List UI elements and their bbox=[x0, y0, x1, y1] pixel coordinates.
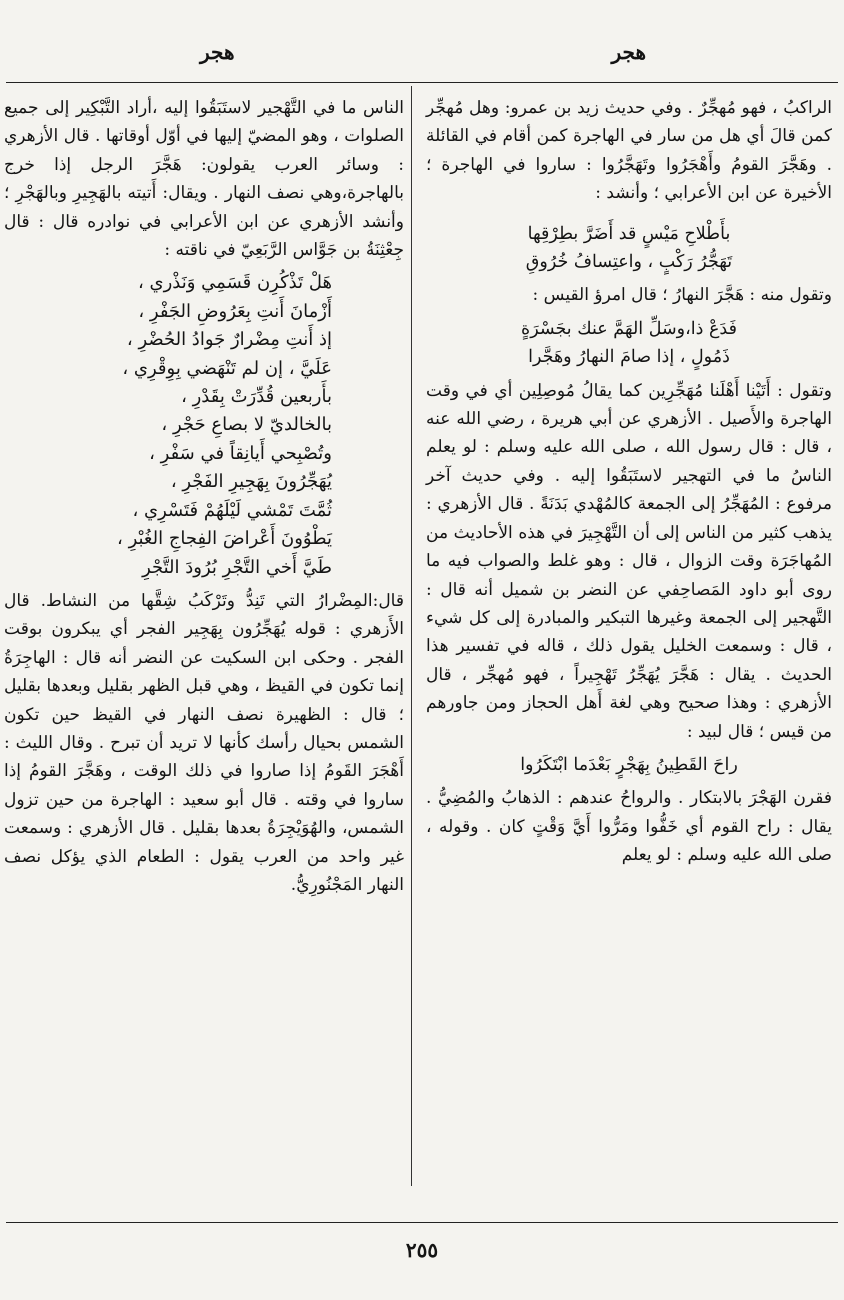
verse-line: بأَربعين قُدِّرَتْ بِقَدْرِ ، bbox=[181, 386, 332, 408]
paragraph: فقرن الهَجْرَ بالابتكار . والرواحُ عندهم : الذهابُ والمُضِيُّ . يقال : راح القوم أي خَفُّوا ومَرُّوا أَيَّ وَقْتٍ كان . وقوله ، صلى الله عليه وسلم : لو يعلم bbox=[426, 788, 832, 866]
verse-line: بالخالديّ لا بصاعِ حَجْرِ ، bbox=[161, 414, 332, 436]
verse-line: يُهَجِّرُونَ بِهَجِيرِ الفَجْرِ ، bbox=[170, 471, 332, 493]
verse-line: هَلْ تَذْكُرِن قَسَمِي وَنَذْري ، bbox=[137, 272, 332, 294]
paragraph: الناس ما في التَّهْجير لاستَبَقُوا إليه ،أراد التَّبْكِير إلى جميع الصلوات ، وهو المضيّ إليها في أوّل أوقاتها . قال الأزهري : وسائر العرب يقولون: هَجَّرَ الرجل إذا خرج بالهاجرة،وهي نصف النهار . ويقال: أَتيته بالهَجِيرِ وبالهَجْرِ ؛ وأنشد الأزهري عن ابن الأعرابي في نوادره قال : قال جِعْثِنَةُ بن جَوَّاس الرَّبَعِيّ في ناقته : bbox=[4, 98, 404, 261]
paragraph: قال:المِضْرارُ التي تَنِدُّ وتَرْكَبُ شِقَّها من النشاط. قال الأَزهري : قوله يُهَجِّرُون بِهَجِير الفجر أي يبكرون بوقت الفجر . وحكى ابن السكيت عن النضر أنه قال : الهاجِرَةُ إنما تكون في القيظ ، وهي قبل الظهر بقليل وبعدها بقليل ؛ قال : الظهيرة نصف النهار في القيظ حين تكون الشمس بحيال رأسك كأنها لا تريد أن تبرح . وقال الليث : أَهْجَرَ القَومُ إذا صاروا في ذلك الوقت ، وهَجَّرَ القومُ إذا ساروا في وقته . قال أبو سعيد : الهاجرة من حين تزول الشمس، والهُوَيْجِرَةُ بعدها بقليل . قال الأزهري : وسمعت غير واحد من العرب يقول : الطعام الذي يؤكل نصف النهار المَجْنُورِيُّ. bbox=[4, 590, 404, 895]
paragraph: وتقول منه : هَجَّرَ النهارُ ؛ قال امرؤ القيس : bbox=[532, 285, 832, 306]
verse-line: طَيَّ أَخي التَّجْرِ بُرُودَ التَّجْرِ bbox=[142, 556, 332, 578]
column-divider bbox=[411, 86, 412, 1186]
verse-line: راحَ القَطِينُ بِهَجْرٍ بَعْدَما ابْتَكَرُوا bbox=[520, 754, 738, 775]
verse-line: بأَطْلاحِ مَيْسٍ قد أَضَرَّ بطِرْقِها bbox=[527, 223, 731, 244]
left-column bbox=[4, 94, 404, 899]
right-column bbox=[426, 94, 832, 870]
verse-line: تَهَجُّرُ رَكْبٍ ، واعتِسافُ خُرُوقِ bbox=[525, 252, 733, 273]
header-rule bbox=[6, 82, 838, 83]
footer-rule bbox=[6, 1222, 838, 1223]
verse-line: يَطْوُونَ أَعْراضَ الفِجاجِ الغُبْرِ ، bbox=[117, 528, 332, 550]
verse-line: إذ أَنتِ مِضْرارٌ جَوادُ الحُضْرِ ، bbox=[126, 329, 332, 351]
verse-line: فَدَعْ ذا،وسَلِّ الهَمَّ عنك بجَسْرَةٍ bbox=[521, 318, 737, 339]
verse-line: ثُمَّتَ تَمْشي لَيْلَهُمْ فَتَسْرِي ، bbox=[132, 499, 332, 521]
running-head-left: هجر bbox=[200, 40, 235, 64]
verse-line: وتُصْبِحي أَيانِقاً في سَفْرِ ، bbox=[149, 442, 332, 464]
verse-line: عَلَيَّ ، إن لم تَنْهَضي بِوِقْرِي ، bbox=[122, 357, 332, 379]
paragraph: وتقول : أَتَيْنا أَهْلَنا مُهَجِّرِين كما يقالُ مُوصِلِين أي في وقت الهاجرة والأَصيل . الأزهري عن أبي هريرة ، رضي الله عنه ، قال : قال رسول الله ، صلى الله عليه وسلم : لو يعلم الناسُ ما في التهجير لاستَبَقُوا إليه . وفي حديث آخر مرفوع : المُهَجِّرُ إلى الجمعة كالمُهْدي بَدَنَةً . قال الأزهري : يذهب كثير من الناس إلى أن التَّهْجِيرَ في هذه الأحاديث من المُهاجَرَة وقت الزوال ، قال : وهو غلط والصواب فيه ما روى أبو داود المَصاحِفي عن النضر بن شميل أنه قال : التَّهجير إلى الجمعة وغيرها التبكير والمبادرة إلى كل شيء ، قال : وسمعت الخليل يقول ذلك ، قاله في تفسير هذا الحديث . يقال : هَجَّرَ يُهَجِّرُ تَهْجِيراً ، فهو مُهجِّر ، قال الأزهري : وهذا صحيح وهي لغة أَهل الحجاز ومن جاورهم من قيس ؛ قال لبيد : bbox=[426, 380, 832, 742]
verse-line: ذَمُولٍ ، إذا صامَ النهارُ وهَجَّرا bbox=[528, 347, 730, 368]
running-head-right: هجر bbox=[611, 40, 646, 64]
page-number: ٢٥٥ bbox=[405, 1238, 439, 1262]
paragraph: الراكبُ ، فهو مُهجِّرٌ . وفي حديث زيد بن عمرو: وهل مُهجِّر كمن قالَ أي هل من سار في الهاجرة كمن أقام في القائلة . وهَجَّرَ القومُ وأَهْجَرُوا وتَهَجَّرُوا : ساروا في الهاجرة ؛ الأخيرة عن ابن الأعرابي ؛ وأنشد : bbox=[426, 98, 832, 204]
verse-line: أَزْمانَ أَنتِ بِعَرُوضِ الجَفْرِ ، bbox=[138, 300, 332, 322]
